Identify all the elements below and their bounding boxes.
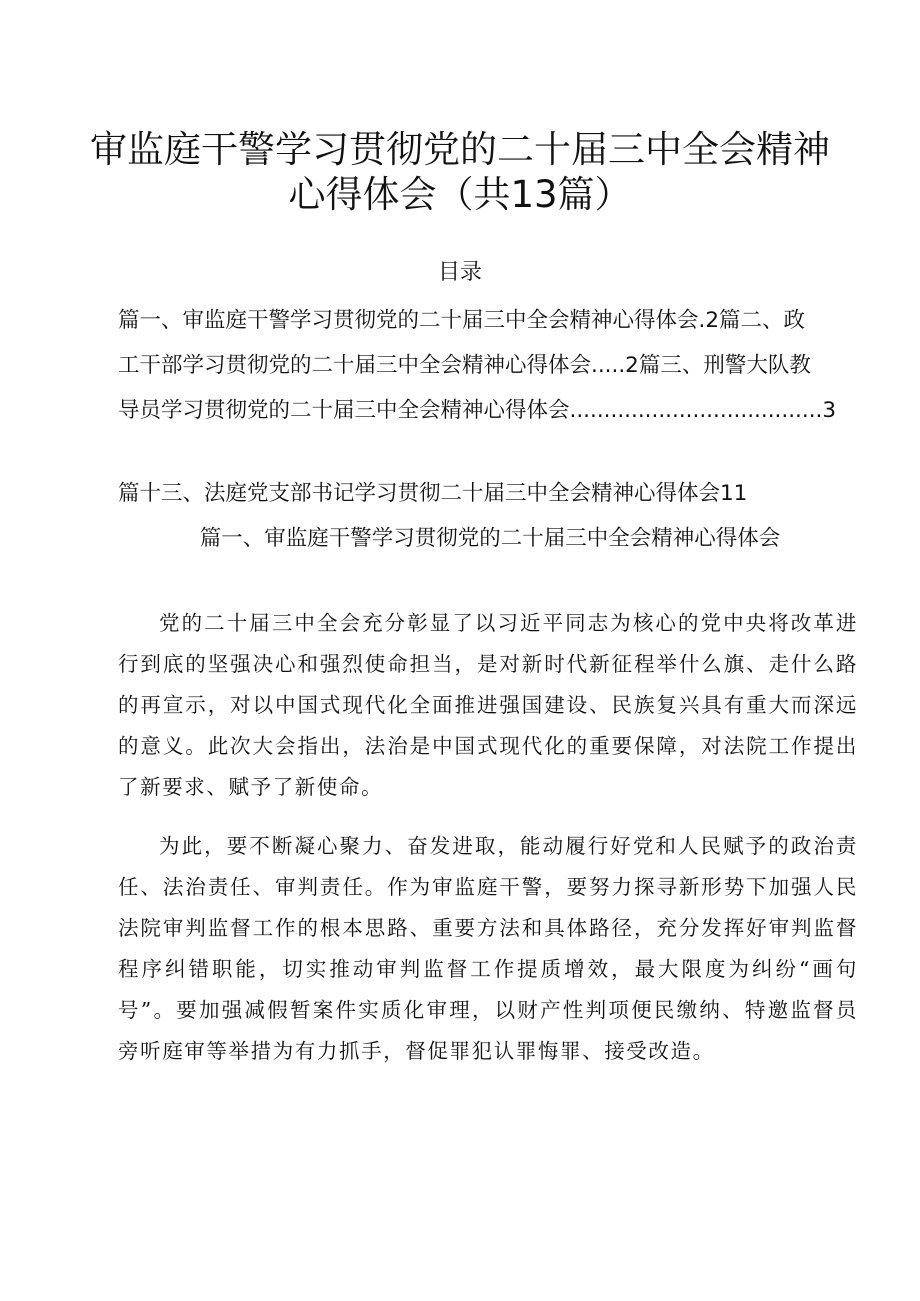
body-paragraph: 为此，要不断凝心聚力、奋发进取，能动履行好党和人民赋予的政治责任、法治责任、审判责任。作为审监庭干警，要努力探寻新形势下加强人民法院审判监督工作的根本思路、重要方法和具体路径，充分发挥好审判监督程序纠错职能，切实推动审判监督工作提质增效，最大限度为纠纷“画句号”。要加强减假暂案件实质化审理，以财产性判项便民缴纳、特邀监督员旁听庭审等举措为有力抓手，督促罪犯认罪悔罪、接受改造。 [118,834,858,1063]
toc-entry-line[interactable]: 篇十三、法庭党支部书记学习贯彻二十届三中全会精神心得体会11 [118,481,748,506]
toc-entry-line[interactable]: 工干部学习贯彻党的二十届三中全会精神心得体会.....2篇三、刑警大队教 [118,353,811,378]
toc-heading: 目录 [437,260,482,285]
body-paragraph: 党的二十届三中全会充分彰显了以习近平同志为核心的党中央将改革进行到底的坚强决心和强烈使命担当，是对新时代新征程举什么旗、走什么路的再宣示，对以中国式现代化全面推进强国建设、民族复兴具有重大而深远的意义。此次大会指出，法治是中国式现代化的重要保障，对法院工作提出了新要求、赋予了新使命。 [118,611,858,799]
document-title-line-1: 审监庭干警学习贯彻党的二十届三中全会精神 [90,128,830,171]
document-title-line-2: 心得体会（共13篇） [288,173,632,216]
section-heading: 篇一、审监庭干警学习贯彻党的二十届三中全会精神心得体会 [199,526,781,551]
toc-entry-line[interactable]: 篇一、审监庭干警学习贯彻党的二十届三中全会精神心得体会.2篇二、政 [118,308,806,333]
toc-entry-line[interactable]: 导员学习贯彻党的二十届三中全会精神心得体会.....................................3 [118,398,837,423]
